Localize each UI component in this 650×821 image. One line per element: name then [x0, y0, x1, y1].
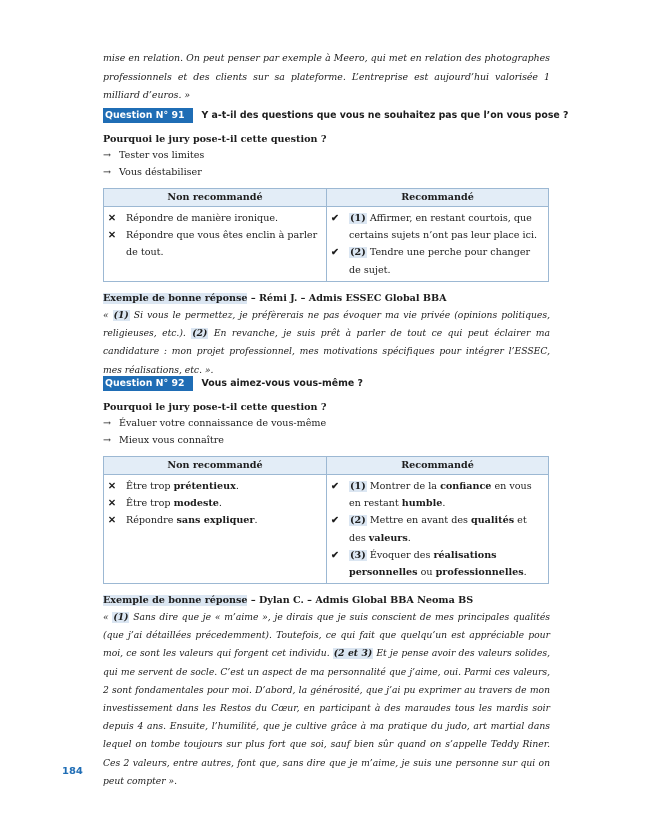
question-92-header — [103, 376, 363, 391]
cross-icon: ✕ — [108, 213, 117, 224]
example-heading: Exemple de bonne réponse – Rémi J. – Admis ESSEC Global BBA — [103, 293, 447, 304]
check-icon: ✔ — [331, 247, 340, 259]
check-icon: ✔ — [331, 515, 340, 527]
list-item: ✔ (2) Mettre en avant des qualités et des valeurs. — [331, 512, 544, 546]
bullet-item: → Vous déstabiliser — [103, 167, 202, 178]
question-badge: Question N° 91 — [103, 108, 193, 123]
list-item: ✕ Répondre sans expliquer. — [108, 512, 322, 529]
cross-icon: ✕ — [108, 515, 117, 527]
arrow-icon: → — [103, 167, 112, 178]
not-recommended-cell — [104, 475, 327, 584]
list-item: ✕ Être trop modeste. — [108, 495, 322, 512]
example-heading: Exemple de bonne réponse – Dylan C. – Admis Global BBA Neoma BS — [103, 595, 474, 606]
question-title: Vous aimez-vous vous-même ? — [201, 378, 363, 389]
comparison-table — [103, 188, 549, 282]
recommended-cell — [327, 207, 549, 282]
example-text: « (1) Si vous le permettez, je préfèrerais ne pas évoquer ma vie privée (opinions politiques, religieuses, etc.). (2) En revanche, je suis prêt à parler de tout ce qui peut éclairer ma candidature : mon projet professionnel, mes motivations spécifiques pour intégrer l’ESSEC, mes réalisations, etc. ». — [103, 310, 550, 376]
check-icon: ✔ — [331, 213, 340, 224]
recommended-cell — [327, 475, 549, 584]
column-header: Non recommandé — [104, 189, 327, 207]
question-91-header — [103, 108, 568, 123]
comparison-table — [103, 456, 549, 584]
arrow-icon: → — [103, 150, 112, 161]
list-item: ✕ Répondre de manière ironique. — [108, 210, 322, 227]
page-number: 184 — [62, 766, 83, 777]
not-recommended-cell — [104, 207, 327, 282]
list-item: ✔ (1) Montrer de la confiance en vous en restant humble. — [331, 478, 544, 512]
cross-icon: ✕ — [108, 498, 117, 510]
check-icon: ✔ — [331, 549, 340, 561]
list-item: ✔ (3) Évoquer des réalisations personnelles ou professionnelles. — [331, 547, 544, 581]
intro-paragraph: mise en relation. On peut penser par exemple à Meero, qui met en relation des photographes professionnels et des clients sur sa plateforme. L’entreprise est aujourd’hui valorisée 1 milliard d’euros. » — [103, 53, 550, 101]
column-header: Recommandé — [327, 457, 549, 475]
column-header: Recommandé — [327, 189, 549, 207]
question-badge: Question N° 92 — [103, 376, 193, 391]
cross-icon: ✕ — [108, 481, 117, 492]
why-heading: Pourquoi le jury pose-t-il cette question ? — [103, 402, 327, 413]
example-text: « (1) Sans dire que je « m’aime », je dirais que je suis conscient de mes principales qualités (que j’ai détaillées précedemment). Toutefois, ce qui fait que quelqu’un est appréciable pour moi, ce sont les valeurs qui forgent cet individu. (2 et 3) Et je pense avoir des valeurs solides, qui me servent de socle. C’est un aspect de ma personnalité que j’aime, oui. Parmi ces valeurs, 2 sont fondamentales pour moi. D’abord, la générosité, que j’ai pu exprimer au travers de mon investissement dans les Restos du Cœur, en participant à des maraudes tous les mardis soir depuis 4 ans. Ensuite, l’humilité, que je cultive grâce à ma pratique du judo, art martial dans lequel on tombe toujours sur plus fort que soi, sauf bien sûr quand on s’appelle Teddy Riner. Ces 2 valeurs, entre autres, font que, sans dire que je m’aime, je suis une personne sur qui on peut compter ». — [103, 612, 551, 787]
bullet-item: → Tester vos limites — [103, 150, 205, 161]
list-item: ✔ (1) Affirmer, en restant courtois, que certains sujets n’ont pas leur place ici. — [331, 210, 544, 244]
arrow-icon: → — [103, 418, 112, 429]
question-title: Y a-t-il des questions que vous ne souhaitez pas que l’on vous pose ? — [201, 110, 569, 121]
list-item: ✕ Être trop prétentieux. — [108, 478, 322, 495]
list-item: ✔ (2) Tendre une perche pour changer de sujet. — [331, 244, 544, 278]
why-heading: Pourquoi le jury pose-t-il cette question ? — [103, 134, 327, 145]
cross-icon: ✕ — [108, 230, 117, 242]
bullet-item: → Mieux vous connaître — [103, 435, 224, 446]
bullet-item: → Évaluer votre connaissance de vous-même — [103, 418, 327, 429]
arrow-icon: → — [103, 435, 112, 446]
column-header: Non recommandé — [104, 457, 327, 475]
check-icon: ✔ — [331, 481, 340, 492]
list-item: ✕ Répondre que vous êtes enclin à parler de tout. — [108, 227, 322, 261]
